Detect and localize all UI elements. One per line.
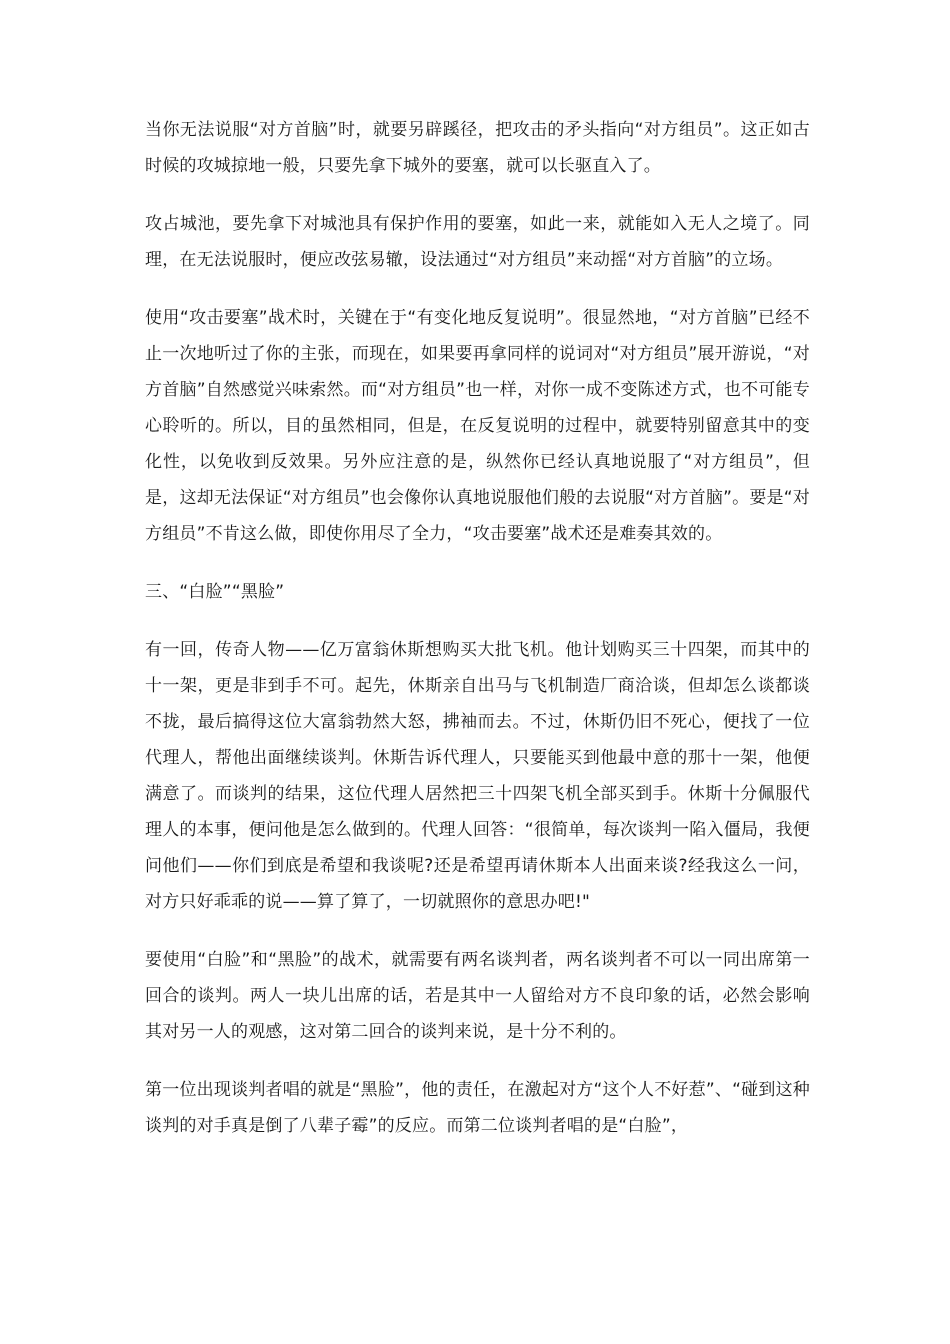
paragraph-capture-city: 攻占城池，要先拿下对城池具有保护作用的要塞，如此一来，就能如入无人之境了。同理，在无法说服时，便应改弦易辙，设法通过“对方组员”来动摇“对方首脑”的立场。 [145, 214, 810, 270]
paragraph-two-negotiators: 要使用“白脸”和“黑脸”的战术，就需要有两名谈判者，两名谈判者不可以一同出席第一回合的谈判。两人一块儿出席的话，若是其中一人留给对方不良印象的话，必然会影响其对另一人的观感，这对第二回合的谈判来说，是十分不利的。 [145, 950, 810, 1042]
paragraph-black-face-role: 第一位出现谈判者唱的就是“黑脸”，他的责任，在激起对方“这个人不好惹”、“碰到这种谈判的对手真是倒了八辈子霉”的反应。而第二位谈判者唱的是“白脸”， [145, 1080, 810, 1136]
paragraph-hughes-story: 有一回，传奇人物——亿万富翁休斯想购买大批飞机。他计划购买三十四架，而其中的十一架，更是非到手不可。起先，休斯亲自出马与飞机制造厂商洽谈，但却怎么谈都谈不拢，最后搞得这位大富翁勃然大怒，拂袖而去。不过，休斯仍旧不死心，便找了一位代理人，帮他出面继续谈判。休斯告诉代理人，只要能买到他最中意的那十一架，他便满意了。而谈判的结果，这位代理人居然把三十四架飞机全部买到手。休斯十分佩服代理人的本事，便问他是怎么做到的。代理人回答：“很简单，每次谈判一陷入僵局，我便问他们——你们到底是希望和我谈呢?还是希望再请休斯本人出面来谈?经我这么一问，对方只好乖乖的说——算了算了，一切就照你的意思办吧!" [145, 640, 810, 912]
section-heading-white-black-face: 三、“白脸”“黑脸” [145, 582, 285, 602]
paragraph-varied-repetition: 使用“攻击要塞”战术时，关键在于“有变化地反复说明”。很显然地，“对方首脑”已经不止一次地听过了你的主张，而现在，如果要再拿同样的说词对“对方组员”展开游说，“对方首脑”自然感觉兴味索然。而“对方组员”也一样，对你一成不变陈述方式，也不可能专心聆听的。所以，目的虽然相同，但是，在反复说明的过程中，就要特别留意其中的变化性，以免收到反效果。另外应注意的是，纵然你已经认真地说服了“对方组员”，但是，这却无法保证“对方组员”也会像你认真地说服他们般的去说服“对方首脑”。要是“对方组员”不肯这么做，即使你用尽了全力，“攻击要塞”战术还是难奏其效的。 [145, 308, 810, 544]
paragraph-attack-stronghold-intro: 当你无法说服“对方首脑”时，就要另辟蹊径，把攻击的矛头指向“对方组员”。这正如古时候的攻城掠地一般，只要先拿下城外的要塞，就可以长驱直入了。 [145, 120, 810, 176]
document-body [145, 112, 810, 1166]
